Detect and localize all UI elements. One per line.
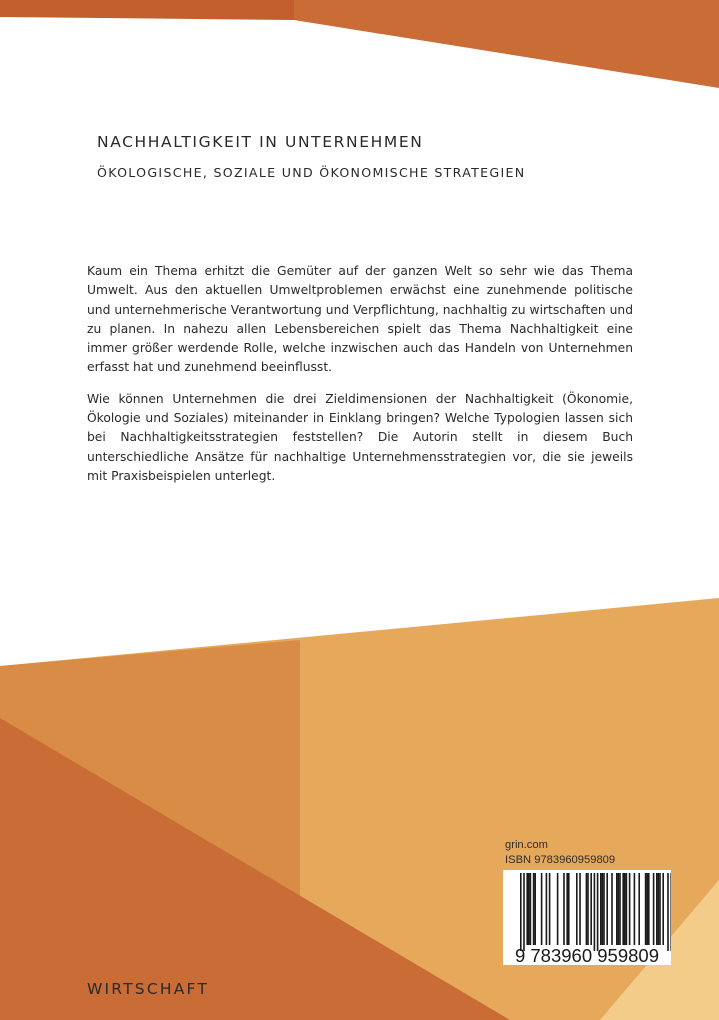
barcode-bar: [602, 873, 604, 945]
barcode-bar: [670, 873, 671, 951]
barcode-bar: [624, 873, 626, 945]
barcode-bar: [653, 873, 655, 945]
barcode-bar: [594, 873, 596, 951]
barcode-bar: [667, 873, 669, 951]
barcode-bar: [528, 873, 530, 945]
barcode-bar: [600, 873, 602, 945]
book-title: NACHHALTIGKEIT IN UNTERNEHMEN: [97, 133, 424, 151]
barcode-bar: [534, 873, 536, 945]
description-paragraph-2: Wie können Unternehmen die drei Zieldimensionen der Nachhaltigkeit (Ökonomie, Ökologie und Soziales) miteinander in Einklang bringen? Welche Typologien lassen sich bei Nachhaltigkeitsstrategien feststellen? Die Autorin stellt in diesem Buch unterschiedliche Ansätze für nachhaltige Unternehmensstrategien vor, die sie jeweils mit Praxisbeispielen unterlegt.: [87, 391, 633, 483]
barcode-bar: [568, 873, 570, 945]
barcode-bar: [658, 873, 660, 945]
barcode-bar: [646, 873, 648, 945]
barcode-bar: [619, 873, 621, 945]
barcode-bar: [526, 873, 528, 945]
barcode-bar: [546, 873, 548, 945]
barcode-bar: [618, 873, 620, 945]
publisher-website: grin.com: [505, 839, 548, 851]
barcode-digits: 9 783960 959809: [514, 945, 660, 965]
barcode-bar: [634, 873, 636, 945]
barcode-bar: [541, 873, 543, 945]
barcode-bar: [523, 873, 525, 951]
book-description: [87, 262, 633, 498]
barcode-bar: [616, 873, 618, 945]
barcode-bar: [645, 873, 647, 945]
barcode-bar: [579, 873, 581, 945]
top-band-dark: [0, 0, 294, 20]
barcode-bar: [549, 873, 551, 945]
barcode-bar: [626, 873, 628, 945]
barcode-bar: [597, 873, 599, 951]
barcode-bar: [586, 873, 588, 945]
barcode-bar: [533, 873, 535, 945]
category-label: WIRTSCHAFT: [87, 980, 210, 998]
barcode-bar: [629, 873, 631, 945]
description-paragraph-1: Kaum ein Thema erhitzt die Gemüter auf der ganzen Welt so sehr wie das Thema Umwelt. Aus den aktuellen Umweltproblemen erwächst eine zunehmende politische und unternehmerische Verantwortung und Verpflichtung, nachhaltig zu wirtschaften und zu planen. In nahezu allen Lebensbereichen spielt das Thema Nachhaltigkeit eine immer größer werdende Rolle, welche inzwischen auch das Handeln von Unternehmen erfasst hat und zunehmend beeinflusst.: [87, 264, 633, 375]
barcode-bar: [587, 873, 589, 945]
barcode-bar: [603, 873, 605, 945]
barcode-bar: [530, 873, 532, 945]
barcode-bar: [659, 873, 661, 945]
isbn-barcode: [503, 870, 671, 965]
book-subtitle: ÖKOLOGISCHE, SOZIALE UND ÖKONOMISCHE STRATEGIEN: [97, 165, 526, 180]
barcode-bar: [576, 873, 578, 945]
barcode-bar: [622, 873, 624, 945]
top-band: [294, 0, 719, 88]
barcode-bar: [648, 873, 650, 945]
barcode-bar: [563, 873, 565, 945]
isbn-label: ISBN 9783960959809: [505, 854, 616, 866]
barcode-bar: [638, 873, 640, 945]
barcode-bar: [566, 873, 568, 945]
barcode-bar: [520, 873, 522, 951]
publisher-info: [505, 838, 615, 868]
barcode-bar: [590, 873, 592, 945]
barcode-bar: [662, 873, 664, 945]
barcode-bar: [656, 873, 658, 945]
barcode-bar: [606, 873, 608, 945]
barcode-bar: [611, 873, 613, 945]
barcode-bar: [557, 873, 559, 945]
